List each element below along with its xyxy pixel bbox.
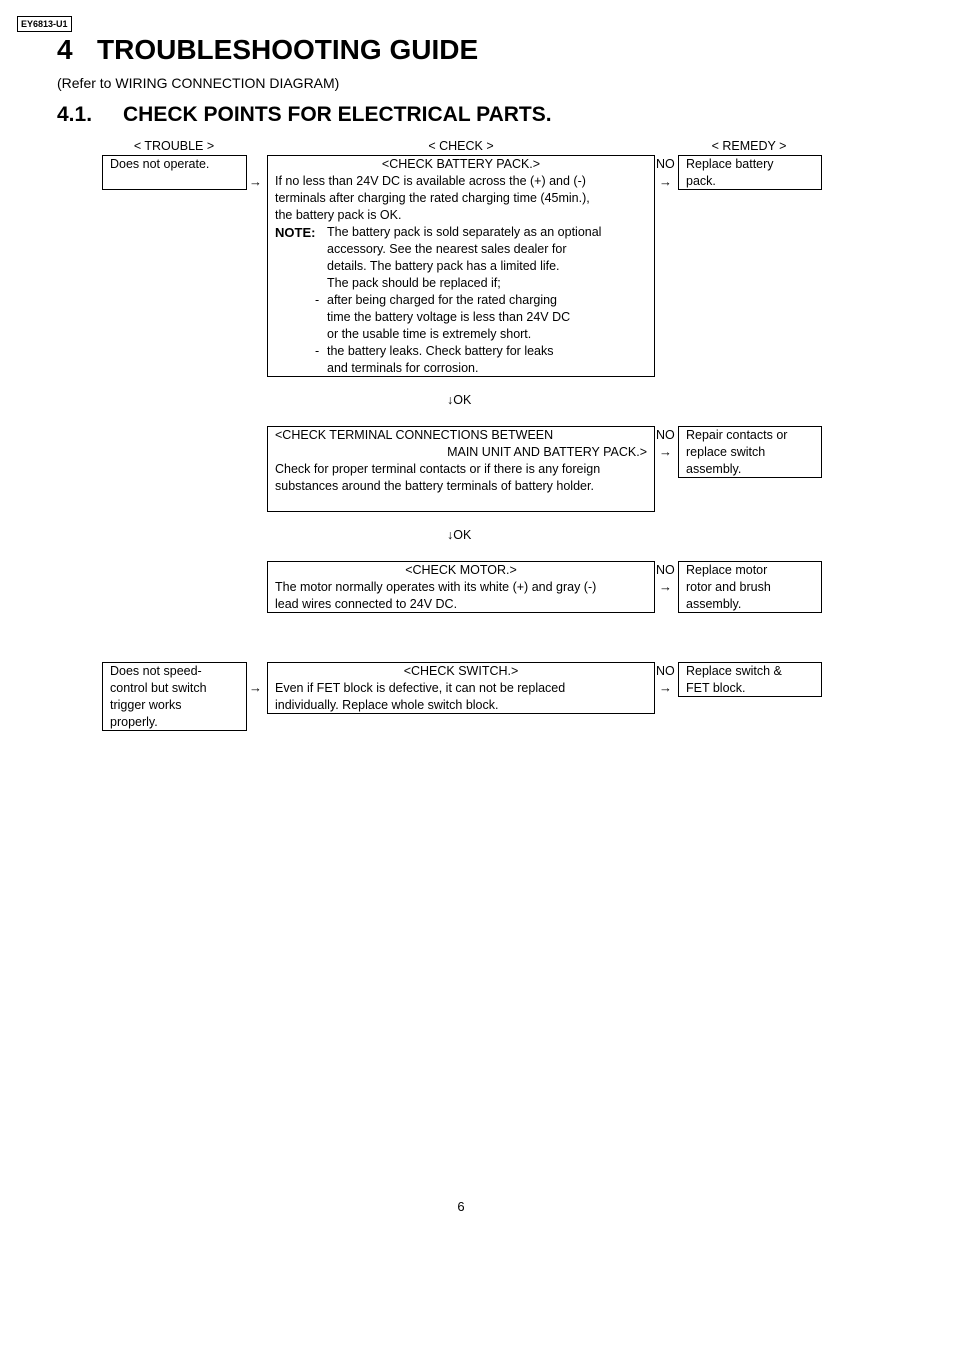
remedy-line: assembly. — [686, 597, 742, 611]
no-label: NO — [656, 157, 675, 171]
check-line: the battery pack is OK. — [275, 208, 402, 222]
column-header-trouble: < TROUBLE > — [133, 139, 215, 153]
remedy-box-motor — [678, 561, 822, 613]
check-line: individually. Replace whole switch block. — [275, 698, 499, 712]
right-arrow-icon: → — [249, 680, 262, 695]
check-box-switch — [267, 662, 655, 714]
note-line: and terminals for corrosion. — [327, 361, 479, 375]
remedy-line: rotor and brush — [686, 580, 771, 594]
model-tag: EY6813-U1 — [17, 16, 72, 32]
no-label: NO — [656, 563, 675, 577]
trouble-line: Does not operate. — [110, 157, 210, 171]
remedy-line: replace switch — [686, 445, 766, 459]
check-title: MAIN UNIT AND BATTERY PACK.> — [447, 445, 647, 459]
note-bullet — [315, 292, 601, 343]
remedy-line: Replace battery — [686, 157, 774, 171]
note-line: after being charged for the rated charging — [327, 293, 558, 307]
note-line: time the battery voltage is less than 24V DC — [327, 310, 571, 324]
right-arrow-icon: → — [249, 174, 262, 189]
trouble-line: Does not speed- — [110, 664, 202, 678]
check-box-battery-pack — [267, 155, 655, 377]
remedy-line: Repair contacts or — [686, 428, 788, 442]
check-box-terminal-connections — [267, 426, 655, 512]
section-title — [57, 33, 478, 67]
remedy-box-battery — [678, 155, 822, 190]
note-label: NOTE: — [275, 225, 316, 240]
reference-note: (Refer to WIRING CONNECTION DIAGRAM) — [57, 75, 340, 91]
note-line: The battery pack is sold separately as an optional — [327, 225, 602, 239]
check-line: lead wires connected to 24V DC. — [275, 597, 458, 611]
remedy-line: pack. — [686, 174, 716, 188]
check-line: substances around the battery terminals of battery holder. — [275, 479, 594, 493]
section-number: 4 — [57, 34, 73, 65]
remedy-box-terminal — [678, 426, 822, 478]
subsection-number: 4.1. — [57, 103, 93, 126]
note-body — [315, 224, 602, 377]
trouble-line: properly. — [110, 715, 158, 729]
check-title: <CHECK TERMINAL CONNECTIONS BETWEEN — [275, 428, 554, 442]
check-line: The motor normally operates with its white (+) and gray (-) — [275, 580, 597, 594]
bullet-dash: - — [315, 344, 320, 358]
column-header-remedy: < REMEDY > — [711, 139, 787, 153]
column-header-check: < CHECK > — [428, 139, 494, 153]
no-label: NO — [656, 664, 675, 678]
check-box-motor — [267, 561, 655, 613]
trouble-line: trigger works — [110, 698, 182, 712]
check-title: <CHECK SWITCH.> — [403, 664, 519, 678]
trouble-line: control but switch — [110, 681, 207, 695]
bullet-dash: - — [315, 293, 320, 307]
remedy-line: Replace motor — [686, 563, 768, 577]
note-line: The pack should be replaced if; — [327, 276, 501, 290]
note-line: or the usable time is extremely short. — [327, 327, 532, 341]
check-line: terminals after charging the rated charging time (45min.), — [275, 191, 590, 205]
remedy-box-switch — [678, 662, 822, 697]
right-arrow-icon: → — [659, 174, 672, 189]
check-title: <CHECK MOTOR.> — [405, 563, 517, 577]
check-line: Check for proper terminal contacts or if there is any foreign — [275, 462, 601, 476]
section-title-text: TROUBLESHOOTING GUIDE — [97, 34, 479, 65]
note-line: the battery leaks. Check battery for leaks — [327, 344, 554, 358]
ok-arrow: ↓OK — [447, 528, 472, 542]
note-line: details. The battery pack has a limited life. — [327, 259, 560, 273]
trouble-box-does-not-operate — [102, 155, 247, 190]
subsection-title-text: CHECK POINTS FOR ELECTRICAL PARTS. — [123, 103, 552, 126]
note-bullet — [315, 343, 601, 377]
check-line: Even if FET block is defective, it can not be replaced — [275, 681, 566, 695]
right-arrow-icon: → — [659, 680, 672, 695]
no-label: NO — [656, 428, 675, 442]
check-title: <CHECK BATTERY PACK.> — [381, 157, 541, 171]
right-arrow-icon: → — [659, 579, 672, 594]
trouble-box-speed-control — [102, 662, 247, 731]
subsection-title — [57, 102, 552, 127]
remedy-line: Replace switch & — [686, 664, 782, 678]
ok-arrow: ↓OK — [447, 393, 472, 407]
right-arrow-icon: → — [659, 444, 672, 459]
remedy-line: assembly. — [686, 462, 742, 476]
check-line: If no less than 24V DC is available across the (+) and (-) — [275, 174, 586, 188]
remedy-line: FET block. — [686, 681, 746, 695]
note-block — [275, 224, 654, 377]
page-number: 6 — [457, 1199, 465, 1214]
note-line: accessory. See the nearest sales dealer for — [327, 242, 567, 256]
